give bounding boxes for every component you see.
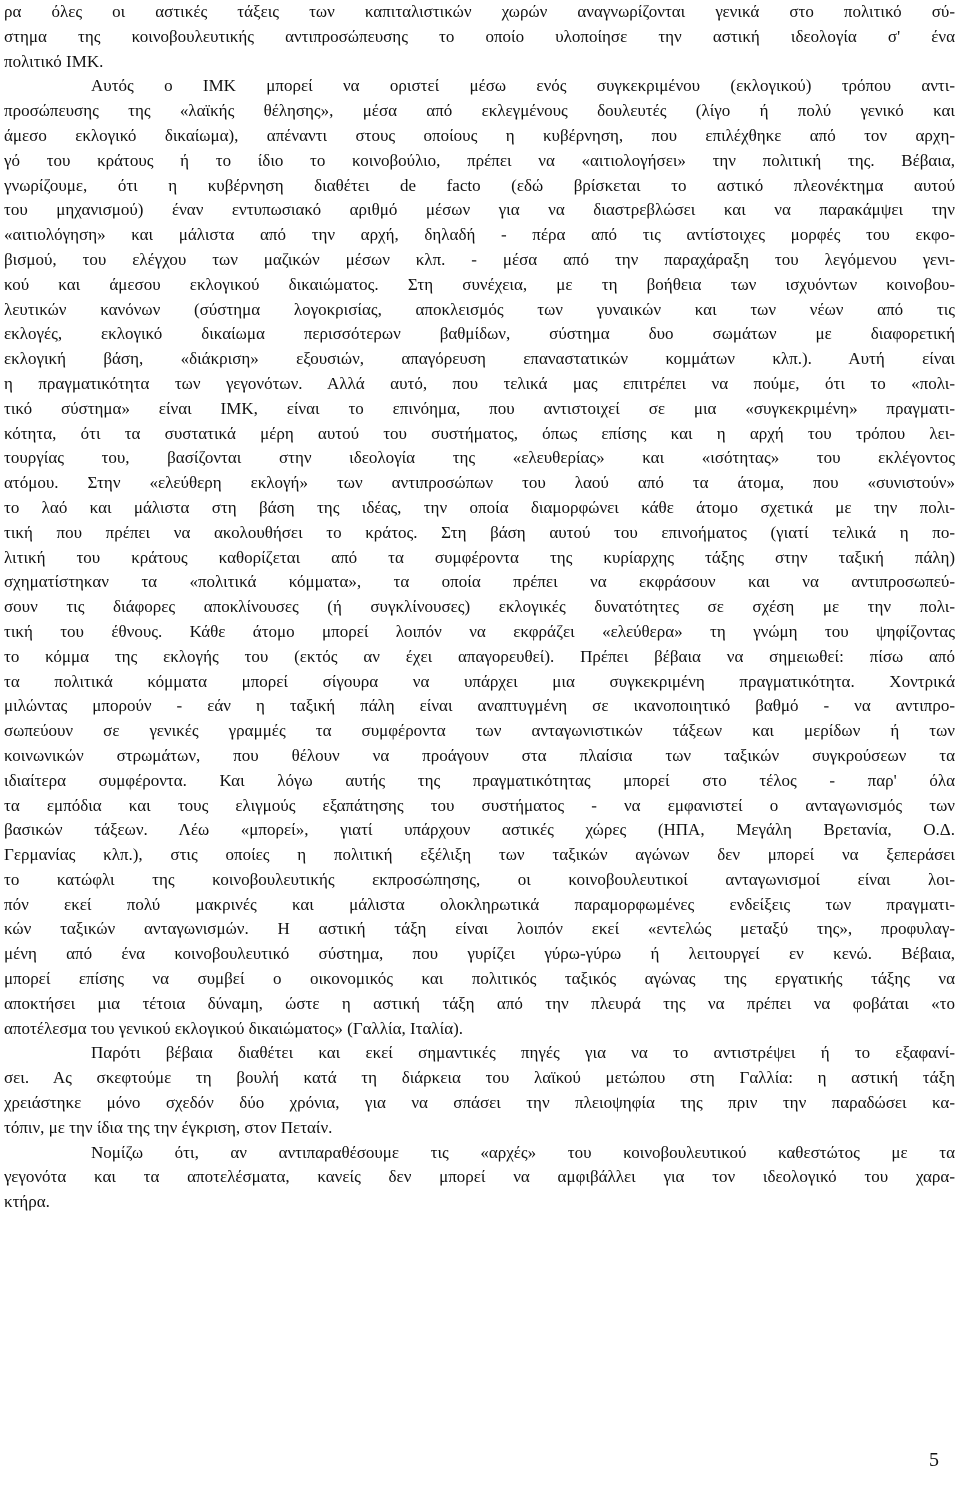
text-line: μένη από ένα κοινοβουλευτικό σύστημα, που γυρίζει γύρω-γύρω ή λειτουργεί εν κενώ. Βέβαια, <box>4 944 955 964</box>
text-line: γνωρίζουμε, ότι η κυβέρνηση διαθέτει de facto (εδώ βρίσκεται το αστικό πλεονέκτημα αυτού <box>4 175 955 195</box>
text-line: τόπιν, με την ίδια της την έγκριση, στον Πεταίν. <box>4 1117 333 1137</box>
text-line: σχηματίστηκαν τα «πολιτικά κόμματα», τα οποία πρέπει να εκφράσουν και να αντιπροσωπεύ- <box>4 572 955 592</box>
text-line: του μηχανισμού) έναν εντυπωσιακό αριθμό μέσων για να διαστρεβλώσει και να παρακάμψει την <box>4 200 955 220</box>
text-line: το κόμμα της εκλογής του (εκτός αν έχει απαγορευθεί). Πρέπει βέβαια να σημειωθεί: πίσω από <box>4 646 955 666</box>
text-line: «αιτιολόγηση» και μάλιστα από την αρχή, δηλαδή - πέρα από τις αντίστοιχες μορφές του εκφο- <box>4 225 955 245</box>
text-line: τουργίας του, βασίζονται στην ιδεολογία της «ελευθερίας» και «ισότητας» του εκλέγοντος <box>4 448 955 468</box>
text-line: σουν τις διάφορες αποκλίνουσες (ή συγκλίνουσες) εκλογικές δυνατότητες σε σχέση με την πολι- <box>4 597 955 617</box>
text-line: σωπεύουν σε γενικές γραμμές τα συμφέροντα των ανταγωνιστικών τάξεων και μερίδων ή των <box>4 721 955 741</box>
text-line: τική του έθνους. Κάθε άτομο μπορεί λοιπόν να εκφράζει «ελεύθερα» τη γνώμη του ψηφίζοντας <box>4 621 955 641</box>
paragraph-container <box>4 0 955 1215</box>
paragraph <box>4 74 955 1041</box>
text-line: ατόμου. Στην «ελεύθερη εκλογή» των αντιπροσώπων του λαού από τα άτομα, που «συνιστούν» <box>4 473 955 493</box>
text-line: κότητα, ότι τα συστατικά μέρη αυτού του συστήματος, όπως επίσης και η αρχή του τρόπου λει- <box>4 423 955 443</box>
text-line: προσώπευσης της «λαϊκής θέλησης», μέσα από εκλεγμένους δουλευτές (λίγο ή πολύ γενικό και <box>4 101 955 121</box>
text-line: το λαό και μάλιστα στη βάση της ιδέας, την οποία διαμορφώνει κάθε άτομο σχετικά με την πολι- <box>4 497 955 517</box>
document-body <box>4 0 955 1215</box>
text-line: λευτικών κανόνων (σύστημα λογοκρισίας, αποκλεισμός των γυναικών και των νέων από τις <box>4 299 955 319</box>
text-line: τα πολιτικά κόμματα μπορεί σίγουρα να υπάρχει μια συγκεκριμένη πραγματικότητα. Χοντρικά <box>4 671 955 691</box>
text-line: κοινωνικών στρωμάτων, που θέλουν να προάγουν στα πλαίσια των ταξικών συγκρούσεων τα <box>4 745 955 765</box>
paragraph <box>4 1041 955 1140</box>
text-line: Παρότι βέβαια διαθέτει και εκεί σημαντικές πηγές για να το αντιστρέψει ή το εξαφανί- <box>91 1043 955 1063</box>
text-line: αποκτήσει μια τέτοια δύναμη, ώστε η αστική τάξη από την πλευρά της να πρέπει να φοβάται «το <box>4 993 955 1013</box>
text-line: βασικών τάξεων. Λέω «μπορεί», γιατί υπάρχουν αστικές χώρες (ΗΠΑ, Μεγάλη Βρετανία, Ο.Δ. <box>4 820 955 840</box>
text-line: άμεσο εκλογικό δικαίωμα), απέναντι στους οποίους η κυβέρνηση, που επιλέχθηκε από τον αρχη- <box>4 125 955 145</box>
text-line: μιλώντας μπορούν - εάν η ταξική πάλη είναι αναπτυγμένη σε ικανοποιητικό βαθμό - να αντιπρο- <box>4 696 955 716</box>
text-line: Αυτός ο ΙΜΚ μπορεί να οριστεί μέσω ενός συγκεκριμένου (εκλογικού) τρόπου αντι- <box>91 76 955 96</box>
text-line: το κατώφλι της κοινοβουλευτικής εκπροσώπησης, οι κοινοβουλευτικοί ανταγωνισμοί είναι λοι- <box>4 869 955 889</box>
text-line: λιτική του κράτους καθορίζεται από τα συμφέροντα της κυρίαρχης τάξης στην ταξική πάλη) <box>4 547 955 567</box>
text-line: ιδιαίτερα συμφέροντα. Και λόγω αυτής της πραγματικότητας μπορεί στο τέλος - παρ' όλα <box>4 770 955 790</box>
text-line: γό του κράτους ή το ίδιο το κοινοβούλιο, πρέπει να «αιτιολογήσει» την πολιτική της. Βέβαια, <box>4 150 955 170</box>
text-line: ρα όλες οι αστικές τάξεις των καπιταλιστικών χωρών αναγνωρίζονται γενικά στο πολιτικό σύ- <box>4 2 955 21</box>
text-line: κών ταξικών ανταγωνισμών. Η αστική τάξη είναι λοιπόν εκεί «εντελώς μεταξύ της», προφυλαγ- <box>4 919 955 939</box>
text-line: εκλογική βάση, «διάκριση» εξουσιών, απαγόρευση επαναστατικών κομμάτων κλπ.). Αυτή είναι <box>4 349 955 369</box>
text-line: αποτέλεσμα του γενικού εκλογικού δικαιώματος» (Γαλλία, Ιταλία). <box>4 1018 464 1038</box>
text-line: Νομίζω ότι, αν αντιπαραθέσουμε τις «αρχές» του κοινοβουλευτικού καθεστώτος με τα <box>91 1142 955 1162</box>
text-line: μπορεί επίσης να συμβεί ο οικονομικός και πολιτικός ταξικός αγώνας της εργατικής τάξης να <box>4 969 955 989</box>
text-line: Γερμανίας κλπ.), στις οποίες η πολιτική εξέλιξη των ταξικών αγώνων δεν μπορεί να ξεπεράσει <box>4 845 955 865</box>
text-line: γεγονότα και τα αποτελέσματα, κανείς δεν μπορεί να αμφιβάλλει για τον ιδεολογικό του χαρα- <box>4 1167 955 1187</box>
text-line: τικό σύστημα» είναι ΙΜΚ, είναι το επινόημα, που αντιστοιχεί σε μια «συγκεκριμένη» πραγματι- <box>4 398 955 418</box>
text-line: σει. Ας σκεφτούμε τη βουλή κατά τη διάρκεια του λαϊκού μετώπου στη Γαλλία: η αστική τάξη <box>4 1068 955 1088</box>
text-line: κτήρα. <box>4 1192 50 1212</box>
paragraph <box>4 1141 955 1215</box>
text-line: τα εμπόδια και τους ελιγμούς εξαπάτησης του συστήματος - να εμφανιστεί ο ανταγωνισμός των <box>4 795 955 815</box>
text-line: βισμού, του ελέγχου των μαζικών μέσων κλπ. - μέσα από την παραχάραξη του λεγόμενου γενι- <box>4 249 955 269</box>
text-line: κού και άμεσου εκλογικού δικαιώματος. Στη συνέχεια, με τη βοήθεια των ισχυόντων κοινοβου- <box>4 274 955 294</box>
text-line: πολιτικό ΙΜΚ. <box>4 51 104 71</box>
text-line: πόν εκεί πολύ μακρινές και μάλιστα ολοκληρωτικά παραμορφωμένες ενδείξεις των πραγματι- <box>4 894 955 914</box>
text-line: εκλογές, εκλογικό δικαίωμα περισσότερων βαθμίδων, σύστημα δυο σωμάτων με διαφορετική <box>4 324 955 344</box>
page-number: 5 <box>929 1449 939 1471</box>
paragraph <box>4 0 955 74</box>
text-line: χρειάστηκε μόνο σχεδόν δύο χρόνια, για να σπάσει την πλειοψηφία της πριν την παραδώσει κα- <box>4 1093 955 1113</box>
text-line: στημα της κοινοβουλευτικής αντιπροσώπευσης το οποίο υλοποίησε την αστική ιδεολογία σ' ένα <box>4 26 955 46</box>
text-line: η πραγματικότητα των γεγονότων. Αλλά αυτό, που τελικά μας επιτρέπει να πούμε, ότι το «πολι- <box>4 373 955 393</box>
text-line: τική που πρέπει να ακολουθήσει το κράτος. Στη βάση αυτού του επινοήματος (γιατί τελικά η πο- <box>4 522 955 542</box>
